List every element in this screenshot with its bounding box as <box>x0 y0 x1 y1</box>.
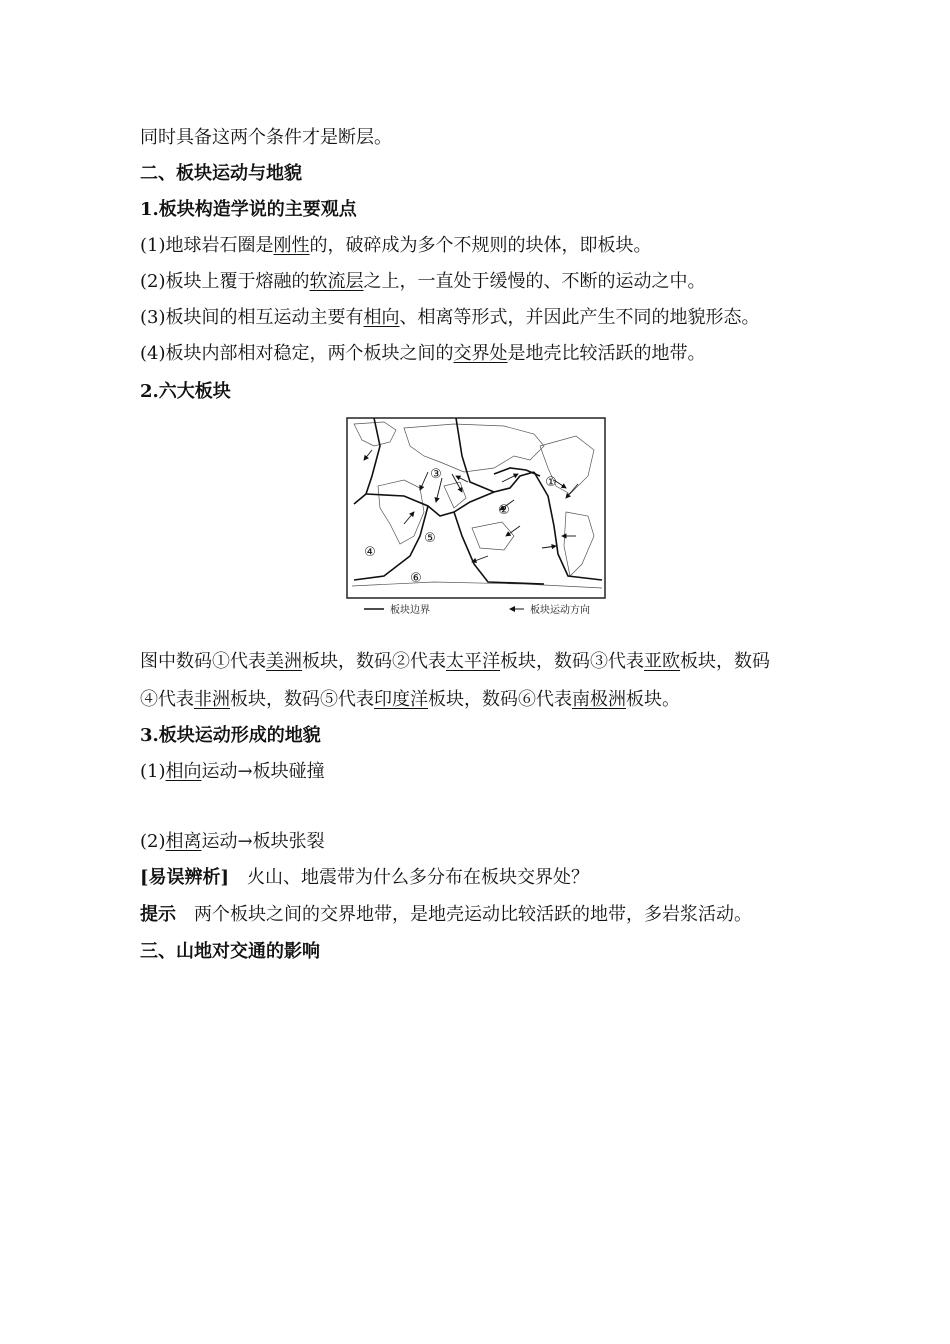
answer-blank: 相向 <box>363 307 400 328</box>
plate-label-1: ① <box>545 475 557 490</box>
hint-text: 两个板块之间的交界地带，是地壳运动比较活跃的地带，多岩浆活动。 <box>194 904 752 925</box>
theory-point-4 <box>140 342 706 366</box>
text: 图中数码①代表 <box>140 651 266 672</box>
hint-label: 提示 <box>140 904 176 925</box>
error-tip <box>140 866 589 890</box>
text: 板块，数码⑤代表 <box>230 689 374 710</box>
plate-description-line-1 <box>140 650 770 674</box>
error-tip-text: 火山、地震带为什么多分布在板块交界处？ <box>247 867 590 888</box>
text: 板块，数码 <box>680 651 770 672</box>
landform-point-1 <box>140 760 325 784</box>
answer-blank: 交界处 <box>453 343 508 364</box>
text: (4)板块内部相对稳定，两个板块之间的 <box>140 343 454 364</box>
text: 运动→板块碰撞 <box>201 761 325 782</box>
error-tip-label: [易误辨析] <box>140 867 230 888</box>
text: 板块。 <box>626 689 680 710</box>
text: 是地壳比较活跃的地带。 <box>507 343 706 364</box>
subheading-landforms: 3.板块运动形成的地貌 <box>140 725 321 746</box>
plate-map-figure <box>344 416 608 622</box>
text: (1) <box>140 761 166 782</box>
plate-label-4: ④ <box>364 545 376 560</box>
answer-blank: 美洲 <box>266 651 302 672</box>
text: ④代表 <box>140 689 194 710</box>
plate-map <box>344 416 608 622</box>
answer-blank: 刚性 <box>273 235 310 256</box>
answer-blank: 亚欧 <box>644 651 680 672</box>
answer-blank: 相向 <box>165 761 202 782</box>
text: 板块，数码②代表 <box>302 651 446 672</box>
text: 的，破碎成为多个不规则的块体，即板块。 <box>309 235 652 256</box>
hint <box>140 903 752 927</box>
plate-description-line-2 <box>140 688 680 712</box>
answer-blank: 非洲 <box>194 689 230 710</box>
theory-point-3 <box>140 306 760 330</box>
theory-point-2 <box>140 270 706 294</box>
plate-label-3: ③ <box>430 467 442 482</box>
plate-label-6: ⑥ <box>410 571 422 586</box>
answer-blank: 软流层 <box>309 271 364 292</box>
answer-blank: 印度洋 <box>374 689 428 710</box>
plate-label-2: ② <box>498 503 510 518</box>
answer-blank: 相离 <box>165 831 202 852</box>
text: (3)板块间的相互运动主要有 <box>140 307 364 328</box>
section-heading-plate-motion: 二、板块运动与地貌 <box>140 163 302 184</box>
text: 、相离等形式，并因此产生不同的地貌形态。 <box>399 307 760 328</box>
legend-direction-label: 板块运动方向 <box>530 605 590 616</box>
theory-point-1 <box>140 234 652 258</box>
intro-line: 同时具备这两个条件才是断层。 <box>140 127 392 148</box>
plate-label-5: ⑤ <box>424 531 436 546</box>
text: 之上，一直处于缓慢的、不断的运动之中。 <box>363 271 706 292</box>
text: 运动→板块张裂 <box>201 831 325 852</box>
text: 板块，数码③代表 <box>500 651 644 672</box>
legend-boundary-label: 板块边界 <box>390 605 430 616</box>
answer-blank: 南极洲 <box>572 689 626 710</box>
text: (2) <box>140 831 166 852</box>
answer-blank: 太平洋 <box>446 651 500 672</box>
section-heading-mountain-transport: 三、山地对交通的影响 <box>140 941 320 962</box>
subheading-six-plates: 2.六大板块 <box>140 381 231 402</box>
text: 板块，数码⑥代表 <box>428 689 572 710</box>
map-legend <box>364 603 590 616</box>
text: (1)地球岩石圈是 <box>140 235 274 256</box>
text: (2)板块上覆于熔融的 <box>140 271 310 292</box>
subheading-plate-theory: 1.板块构造学说的主要观点 <box>140 199 357 220</box>
landform-point-2 <box>140 830 325 854</box>
